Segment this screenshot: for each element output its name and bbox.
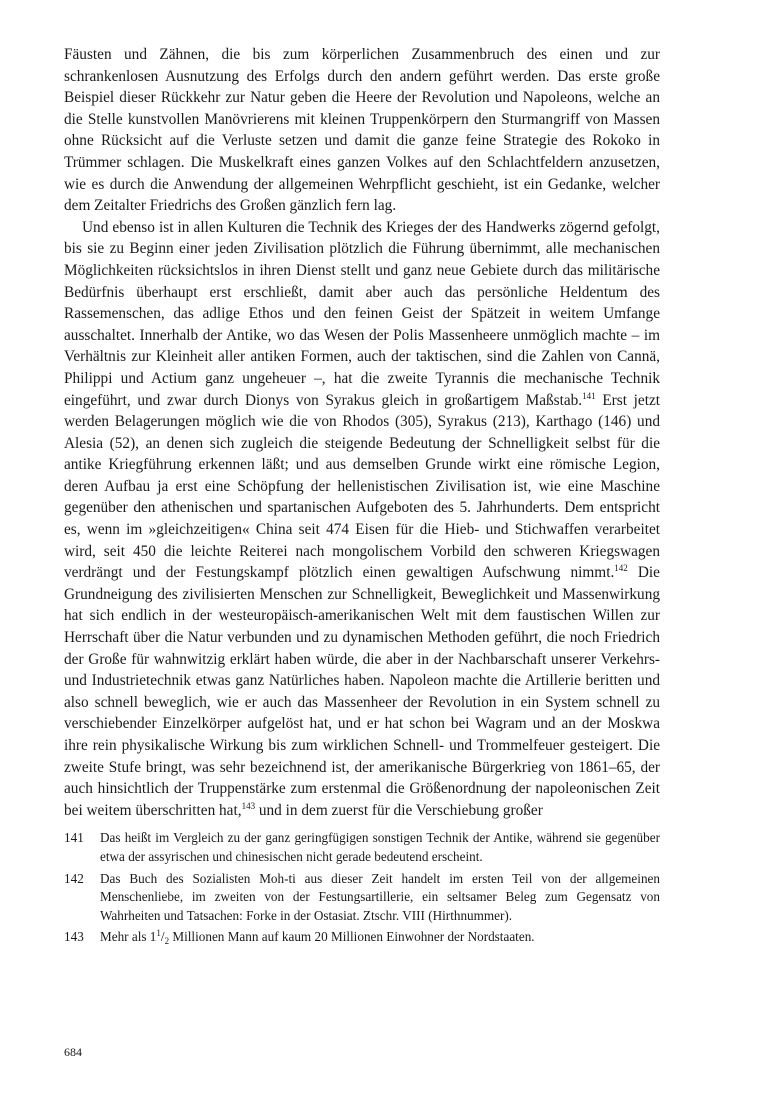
paragraph-text: Erst jetzt werden Belagerungen möglich wie die von Rhodos (305), Syrakus (213), Karthago (146) und Alesia (52), an denen sich zugleich die steigende Bedeutung der Schnelligkeit selbst für die antike Kriegführung erkennen läßt; und aus demselben Grunde wirkt eine römische Legion, deren Aufbau ja erst eine Schöpfung der hellenistischen Zivilisation ist, wie eine Maschine gegenüber den athenischen und spartanischen Aufgeboten des 5. Jahrhunderts. Dem entspricht es, wenn im »gleichzeitigen« China seit 474 Eisen für die Hieb- und Stichwaffen verarbeitet wird, seit 450 die leichte Reiterei nach mongolischem Vorbild den schweren Kriegswagen verdrängt und der Festungskampf plötzlich einen gewaltigen Aufschwung nimmt. [64,391,661,582]
page-number: 684 [64,1045,82,1059]
footnote-ref: 141 [582,390,596,401]
paragraph-text: Und ebenso ist in allen Kulturen die Technik des Krieges der des Handwerks zögernd gefolgt, bis sie zu Beginn einer jeden Zivilisation plötzlich die Führung übernimmt, alle mechanischen Möglichkeiten rücksichtslos in ihren Dienst stellt und ganz neue Gebiete durch das militärische Bedürfnis überhaupt erst erschließt, damit aber auch das persönliche Heldentum des Rassemenschen, das adlige Ethos und den feinen Geist der Spätzeit in weitem Umfange ausschaltet. Innerhalb der Antike, wo das Wesen der Polis Massenheere unmöglich machte – im Verhältnis zur Kleinheit aller antiken Formen, auch der taktischen, sind die Zahlen von Cannä, Philippi und Actium ganz ungeheuer –, hat die zweite Tyrannis die mechanische Technik eingeführt, und zwar durch Dionys von Syrakus gleich in großartigem Maßstab. [64,218,660,409]
footnote-143 [64,928,660,947]
footnote-number: 143 [64,929,84,945]
footnote-ref: 143 [241,800,256,811]
footnote-ref: 142 [614,563,628,574]
footnote-text: Das heißt im Vergleich zu der ganz geringfügigen sonstigen Technik der Antike, während sie gegenüber etwa der assyrischen und chinesischen nicht gerade bedeutend erscheint. [100,830,660,864]
fraction-denominator: 2 [164,936,170,947]
book-page [64,44,660,950]
footnote-number: 141 [64,830,84,846]
paragraph-text: Die Grundneigung des zivilisierten Menschen zur Schnelligkeit, Beweglichkeit und Massenwirkung hat sich endlich in der westeuropäisch-amerikanischen Welt mit dem faustischen Willen zur Herrschaft über die Natur verbunden und zu dynamischen Methoden geführt, die noch Friedrich der Große für wahnwitzig erklärt haben würde, die aber in der Nachbarschaft unserer Verkehrs- und Industrietechnik etwas ganz Natürliches haben. Napoleon machte die Artillerie beritten und also schnell beweglich, wie er auch das Massenheer der Revolution in ein System schnell zu verschiebender Einzelkörper aufgelöst hat, und er hat schon bei Wagram und an der Moskwa ihre rein physikalische Wirkung bis zum wirklichen Schnell- und Trommelfeuer gesteigert. Die zweite Stufe bringt, was sehr bezeichnend ist, der amerikanische Bürgerkrieg von 1861–65, der auch hinsichtlich der Truppenstärke zum erstenmal die Größenordnung der napoleonischen Zeit bei weitem überschritten hat, [64,564,660,819]
footnote-list [64,829,660,925]
footnote-text-suffix: Millionen Mann auf kaum 20 Millionen Einwohner der Nordstaaten. [169,929,535,945]
paragraph-text: und in dem zuerst für die Verschiebung großer [255,801,543,819]
footnote-text: Das Buch des Sozialisten Moh-ti aus dieser Zeit handelt im ersten Teil von der allgemeinen Menschenliebe, im zweiten von der Festungsartillerie, ein seltsamer Beleg zum Gegensatz von Wahrheiten und Tatsachen: Forke in der Ostasiat. Ztschr. VIII (Hirthnummer). [100,870,660,923]
body-text [64,44,660,821]
paragraph [64,217,660,822]
footnote-number: 142 [64,870,84,886]
paragraph-text: Fäusten und Zähnen, die bis zum körperlichen Zusammenbruch des einen und zur schrankenlosen Ausnutzung des Erfolgs durch den andern geführt werden. Das erste große Beispiel dieser Rückkehr zur Natur geben die Heere der Revolution und Napoleons, welche an die Stelle kunstvollen Manövrierens mit kleinen Truppenkörpern den Sturmangriff von Massen ohne Rücksicht auf die Verluste setzen und damit die ganze feine Strategie des Rokoko in Trümmer schlagen. Die Muskelkraft eines ganzen Volkes auf den Schlachtfeldern anzusetzen, wie es durch die Anwendung der allgemeinen Wehrpflicht geschieht, ist ein Gedanke, welcher dem Zeitalter Friedrichs des Großen gänzlich fern lag. [64,46,660,215]
footnote-text [100,928,660,947]
footnote-text-prefix: Mehr als 1 [100,929,157,945]
footnotes [64,829,660,947]
footnote [64,829,660,866]
fraction-slash: / [160,929,165,945]
paragraph [64,44,660,217]
footnote [64,870,660,926]
fraction-numerator: 1 [156,928,161,939]
